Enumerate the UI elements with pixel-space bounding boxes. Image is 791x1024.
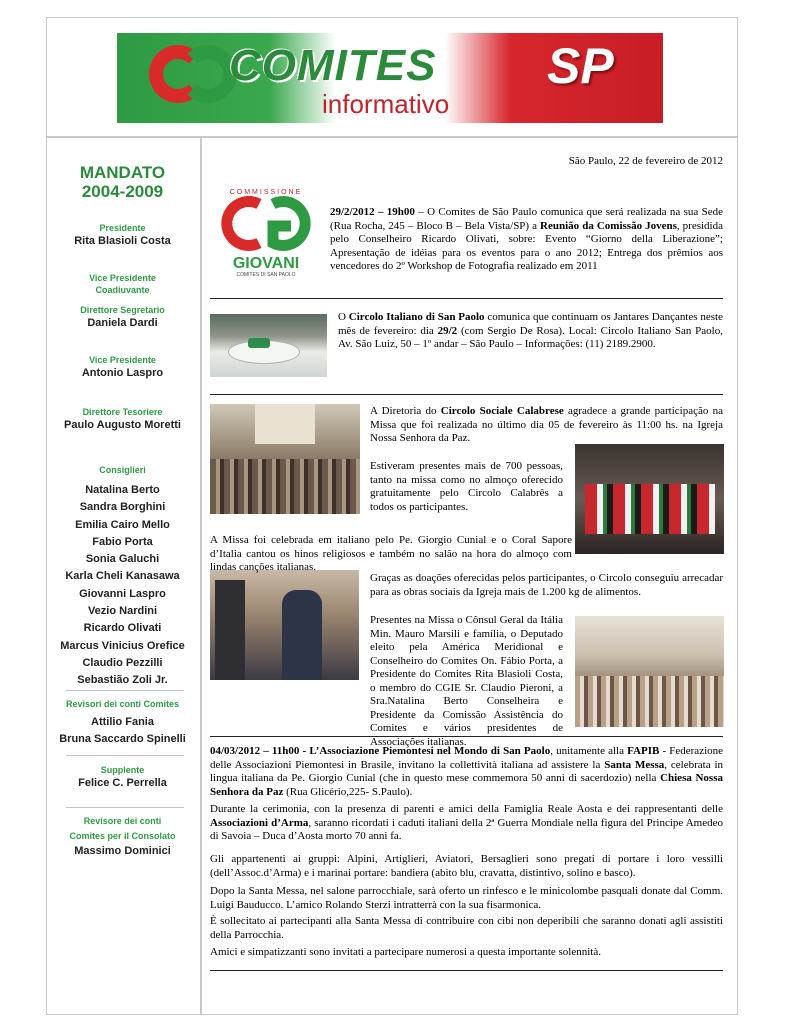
letter-date: São Paulo, 22 de fevereiro de 2012: [568, 155, 723, 167]
commissione-giovani-logo: COMMISSIONE GIOVANI COMITES DI SAN PAOLO: [221, 189, 311, 281]
consigliere-name: Sebastião Zoli Jr.: [77, 674, 168, 687]
consigliere-name: Natalina Berto: [85, 484, 160, 496]
role-vice-presidente-coadiuvante: Vice Presidente Coadiuvante: [89, 273, 156, 295]
sidebar-divider: [66, 807, 184, 808]
section-divider: [210, 970, 723, 971]
consigliere-name: Sandra Borghini: [79, 501, 166, 514]
news-piemontesi-p2: Durante la cerimonia, con la presenza di parenti e amici della Famiglia Reale Aosta e dei rappresentanti delle Associazioni d’Arma, saranno ricordati i caduti italiani della 2ª Guerra Mondiale nella figura del Principe Amedeo di Savoia – Duca d’Aosta morto 70 anni fa.: [210, 803, 724, 842]
mandate-title: MANDATO 2004-2009: [79, 163, 166, 201]
consigliere-name: Giovanni Laspro: [79, 587, 166, 600]
section-divider: [210, 736, 723, 737]
news-calabrese-p2: Estiveram presentes mais de 700 pessoas, tanto na missa como no almoço oferecido gratuitamente pelo Circolo Calabrês a todos os participantes.: [370, 460, 563, 513]
banner-brand: COMITES: [229, 41, 437, 90]
revisore-consolato-section: Revisore dei conti Comites per il Consolato Massimo Dominici: [69, 816, 176, 857]
news-piemontesi-p5: È sollecitato ai partecipanti alla Santa Messa di contribuire con cibi non deperibili che saranno donati agli assistiti della Parrocchia.: [210, 915, 723, 941]
dining-room-photo: [210, 314, 327, 377]
news-calabrese-p3: A Missa foi celebrada em italiano pelo Pe. Giorgio Cunial e o Coral Sapore d’Italia cantou os hinos religiosos e também no salão na hora do almoço com lindas canções italianas.: [210, 534, 572, 573]
supplente-section: Supplente Felice C. Perrella: [78, 765, 167, 789]
news-piemontesi-p4: Dopo la Santa Messa, nel salone parrocchiale, sarà oferto un rinfesco e le minicolombe pasquali donate dal Comm. Luigi Bauducco. L’amico Rolando Sterzi intratterrà con la sua fisarmonica.: [210, 885, 723, 911]
news-comites-jovens: 29/2/2012 – 19h00 – O Comites de São Paulo comunica que será realizada na sua Sede (Rua Rocha, 245 – Bloco B – Bela Vista/SP) a Reunião da Comissão Jovens, presidida pelo Conselheiro Ricardo Olivati, sobre: Evento “Giorno della Liberazione”; Apresentação de idéias para os eventos para o ano 2012; Entrega dos prêmios aos vencedores do 2º Workshop de Fotografia realizado em 2011: [330, 206, 724, 272]
consigliere-name: Emilia Cairo Mello: [75, 518, 170, 531]
lunch-hall-photo: [575, 616, 724, 727]
consigliere-name: Fabio Porta: [92, 535, 153, 548]
consigliere-name: Claudio Pezzilli: [82, 656, 163, 669]
revisori-section: Revisori dei conti Comites Attilio Fania Bruna Saccardo Spinelli: [59, 699, 186, 745]
consiglieri-section: Consiglieri Natalina Berto Sandra Borghini Emilia Cairo Mello Fabio Porta Sonia Galuchi Karla Cheli Kanasawa Giovanni Laspro Vezio Nardini Ricardo Olivati Marcus Vinicius Orefice Claudio Pezzilli Sebastião Zoli Jr.: [46, 464, 199, 690]
news-calabrese-p5: Presentes na Missa o Cônsul Geral da Itália Min. Mauro Marsili e família, o Deputado eleito pela América Meridional e Conselheiro do Comites On. Fábio Porta, a Presidente do Comites Rita Blasioli Costa, o membro do CGIE Sr. Claudio Pieroni, a Sra.Natalina Berto Conselheira e Presidente da Comissão Assistência do Comites e vários presidentes de Associações italianas.: [370, 614, 563, 748]
section-divider: [210, 394, 723, 395]
section-divider: [210, 298, 723, 299]
banner-subtitle: informativo: [322, 89, 450, 119]
consigliere-name: Karla Cheli Kanasawa: [65, 570, 180, 583]
sidebar-divider: [66, 755, 184, 756]
consigliere-name: Marcus Vinicius Orefice: [60, 639, 185, 652]
comites-banner: [117, 33, 663, 123]
news-piemontesi-p6: Amici e simpatizzanti sono invitati a partecipare numerosi a questa importante solennità.: [210, 946, 601, 958]
banner-brand-sp: SP: [547, 38, 614, 94]
sidebar-divider: [66, 690, 184, 691]
consul-speech-photo: [210, 570, 359, 680]
role-direttore-segretario: Direttore Segretario Daniela Dardi: [80, 305, 165, 329]
role-presidente: Presidente Rita Blasioli Costa: [74, 223, 171, 247]
news-calabrese-p1: A Diretoria do Circolo Sociale Calabrese agradece a grande participação na Missa que foi realizada no último dia 05 de fevereiro às 11:00 hs. na Igreja Nossa Senhora da Paz.: [370, 405, 723, 444]
church-mass-photo: [210, 404, 360, 514]
consigliere-name: Ricardo Olivati: [83, 622, 162, 635]
consigliere-name: Vezio Nardini: [87, 605, 158, 618]
news-piemontesi-p3: Gli appartenenti ai gruppi: Alpini, Artiglieri, Aviatori, Bersaglieri sono pregati di portare i loro vessilli (dell’Assoc.d’Arma) e i marinai portare: bandiera (abito blu, cravatta, distintivo, solino e basco).: [210, 853, 723, 879]
cg-logo-icon: [221, 196, 311, 251]
news-circolo-italiano: O Circolo Italiano di San Paolo comunica que continuam os Jantares Dançantes neste mês de fevereiro: dia 29/2 (com Sergio De Rosa). Local: Circolo Italiano San Paolo, Av. São Luiz, 50 – 1º andar – São Paulo – Informações: (11) 2189.2900.: [338, 311, 723, 350]
consigliere-name: Sonia Galuchi: [85, 553, 160, 566]
choir-photo: [575, 444, 724, 554]
role-vice-presidente: Vice Presidente Antonio Laspro: [81, 355, 164, 379]
news-calabrese-p4: Graças as doações oferecidas pelos participantes, o Circolo conseguiu arrecadar para as obras sociais da Igreja mais de 1.200 kg de alimentos.: [370, 572, 723, 598]
news-piemontesi-p1: 04/03/2012 – 11h00 - L’Associazione Piemontesi nel Mondo di San Paolo, unitamente alla FAPIB - Federazione delle Associazioni Piemontesi in Brasile, invitano la collettività italiana ad assistere la Santa Messa, celebrata in lingua italiana da Pe. Giorgio Cunial (che in questo mese commemora 50 anni di sacerdozio) nella Chiesa Nossa Senhora da Paz (Rua Glicério,225- S.Paulo).: [210, 745, 724, 798]
role-direttore-tesoriere: Direttore Tesoriere Paulo Augusto Moretti: [64, 407, 181, 431]
